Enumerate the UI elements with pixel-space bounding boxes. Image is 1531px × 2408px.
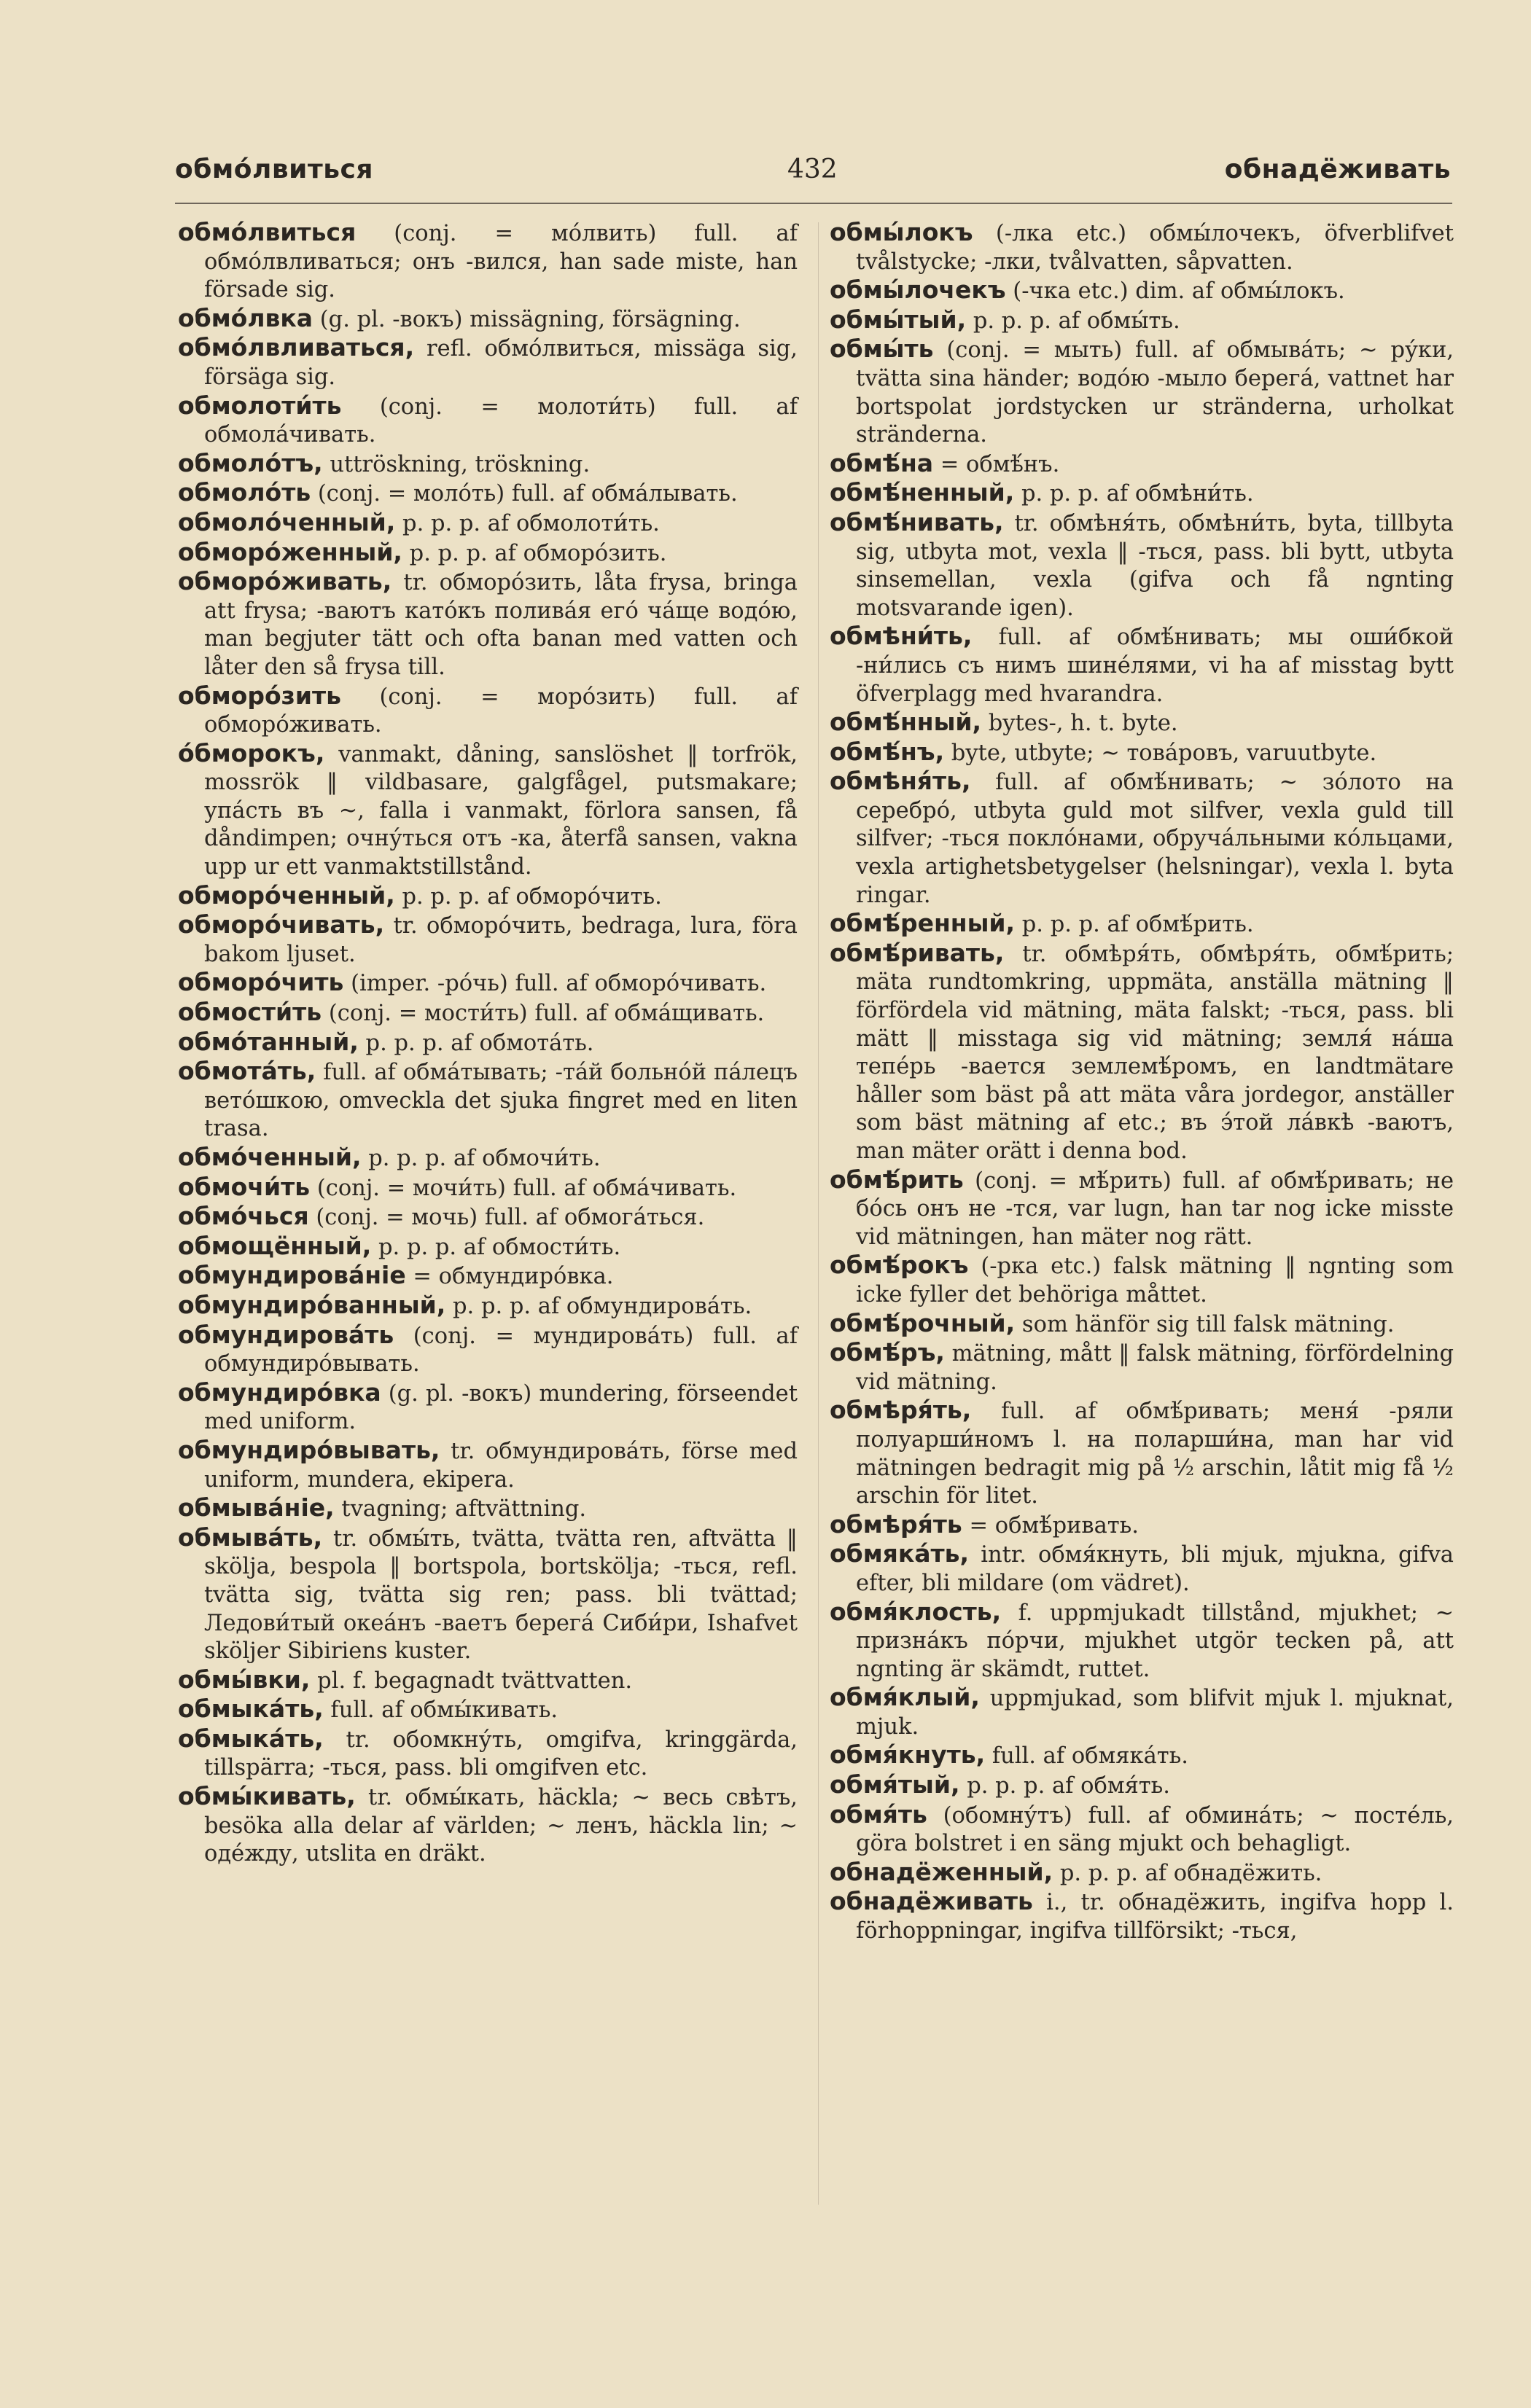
entry-definition: tr. обомкну́ть, omgifva, kringgärda, tillspärra; -ться, pass. bli omgifven etc. <box>204 1727 798 1781</box>
dictionary-entry <box>830 1251 1454 1309</box>
entry-headword: обмѣ́нивать, <box>830 507 1004 536</box>
entry-definition: (conj. = мо́лвить) full. af обмо́лвливаться; онъ -вился, han sade miste, han försade sig. <box>204 221 798 303</box>
dictionary-entry <box>178 1291 798 1321</box>
dictionary-entry <box>178 1028 798 1058</box>
dictionary-entry <box>830 1684 1454 1741</box>
entry-headword: обмѣ́рить <box>830 1165 964 1194</box>
running-head-left: обмо́лвиться <box>175 155 373 184</box>
running-head <box>175 155 1451 191</box>
entry-definition: intr. обмя́кнуть, bli mjuk, mjukna, gifva efter, bli mildare (om vädret). <box>856 1542 1454 1596</box>
right-column <box>830 219 1454 1946</box>
entry-headword: обмоло́ченный, <box>178 507 396 536</box>
entry-headword: обмыва́ніе, <box>178 1493 335 1522</box>
dictionary-entry <box>178 305 798 335</box>
dictionary-entry <box>178 568 798 681</box>
entry-headword: обмя́ть <box>830 1799 927 1829</box>
dictionary-entry <box>178 539 798 568</box>
entry-definition: (conj. = мундирова́ть) full. af обмундиро́вывать. <box>204 1323 798 1377</box>
dictionary-entry <box>830 1396 1454 1510</box>
entry-definition: (conj. = моро́зить) full. af обморо́живать. <box>204 684 798 738</box>
dictionary-entry <box>178 740 798 882</box>
entry-headword: обмѣ́на <box>830 448 934 477</box>
left-column <box>178 219 798 1869</box>
dictionary-entry <box>178 1783 798 1869</box>
entry-headword: обнадёженный, <box>830 1857 1053 1886</box>
entry-definition: (-рка etc.) falsk mätning ‖ ngnting som icke fyller det behöriga måttet. <box>856 1254 1454 1307</box>
entry-definition: (обомну́тъ) full. af обмина́ть; ~ посте́ль, göra bolstret i en säng mjukt och behagligt. <box>856 1802 1454 1857</box>
entry-definition: p. p. p. af обморо́зить. <box>402 540 667 566</box>
entry-definition: full. af обмѣ́нивать; ~ зо́лото на серебро́, utbyta guld mot silfver, vexla guld till silfver; -ться покло́нами, обруча́льными ко́льцами, vexla artighetsbetygelser (helsningar), vexla l. byta ringar. <box>856 770 1454 908</box>
entry-definition: p. p. p. af обморо́чить. <box>394 883 662 910</box>
entry-definition: (conj. = мыть) full. af обмыва́ть; ~ ру́ки, tvätta sina händer; водо́ю -мыло берега́, vattnet har bortspolat jordstycken ur stränderna, urholkat stränderna. <box>856 337 1454 448</box>
entry-headword: обмѣ́ривать, <box>830 938 1005 967</box>
entry-headword: обморо́живать, <box>178 567 392 596</box>
entry-headword: обмя́клость, <box>830 1597 1002 1626</box>
dictionary-entry <box>830 1310 1454 1340</box>
dictionary-entry <box>830 939 1454 1166</box>
dictionary-entry <box>178 1262 798 1291</box>
entry-headword: обнадёживать <box>830 1887 1033 1916</box>
entry-headword: обморо́чивать, <box>178 910 385 939</box>
entry-headword: обмѣря́ть <box>830 1509 962 1539</box>
dictionary-entry <box>178 1058 798 1144</box>
dictionary-entry <box>178 392 798 450</box>
entry-definition: = обмѣ́ривать. <box>962 1512 1139 1539</box>
entry-headword: обмы́вки, <box>178 1665 311 1694</box>
entry-headword: обмѣря́ть, <box>830 1396 972 1425</box>
dictionary-entry <box>830 1166 1454 1252</box>
dictionary-entry <box>830 509 1454 622</box>
entry-definition: (-чка etc.) dim. af обмы́локъ. <box>1005 278 1345 305</box>
entry-headword: обмы́тый, <box>830 305 967 334</box>
dictionary-entry <box>178 1494 798 1524</box>
entry-definition: vanmakt, dåning, sanslöshet ‖ torfrök, mossrök ‖ vildbasare, galgfågel, putsmakare; упа́сть въ ~, falla i vanmakt, förlora sansen, få dåndimpen; очну́ться отъ -ка, återfå sansen, vakna upp ur ett vanmaktstillstånd. <box>204 741 798 880</box>
entry-headword: обморо́ченный, <box>178 880 395 910</box>
dictionary-entry <box>830 276 1454 306</box>
entry-definition: full. af обмяка́ть. <box>985 1743 1188 1770</box>
entry-headword: обморо́чить <box>178 968 344 997</box>
dictionary-entry <box>830 622 1454 708</box>
entry-headword: обмы́лочекъ <box>830 275 1006 305</box>
entry-definition: uttröskning, tröskning. <box>322 451 591 477</box>
entry-headword: обмости́ть <box>178 998 322 1027</box>
entry-definition: tr. обмѣря́ть, обмѣря́ть, обмѣ́рить; mäta rundtomkring, uppmäta, anställa mätning ‖ förfördela vid mätning, mäta falskt; -ться, pass. bli mätt ‖ misstaga sig vid mätning; земля́ на́ша тепе́рь -вается землемѣ́ромъ, en landtmätare håller som bäst på att mäta våra jordegor, anställer som bäst mätning af etc.; въ э́той ла́вкѣ -ваютъ, man mäter orätt i denna bod. <box>856 941 1454 1164</box>
entry-definition: byte, utbyte; ~ това́ровъ, varuutbyte. <box>944 740 1377 766</box>
entry-definition: tr. обмы́ть, tvätta, tvätta ren, aftvätta ‖ skölja, bespola ‖ bortspola, bortskölja; -ться, refl. tvätta sig, tvätta sig ren; pass. bli tvättad; Ледови́тый океа́нъ -ваетъ берега́ Сиби́ри, Ishafvet sköljer Sibiriens kuster. <box>204 1525 798 1665</box>
dictionary-entry <box>178 682 798 740</box>
entry-definition: tvagning; aftvättning. <box>334 1496 587 1522</box>
dictionary-entry <box>178 479 798 509</box>
dictionary-entry <box>178 1524 798 1666</box>
entry-definition: (conj. = мѣ́рить) full. af обмѣ́ривать; не бо́сь онъ не -тся, var lugn, han tar nog icke misste vid mätningen, han mäter nog rätt. <box>856 1168 1454 1250</box>
dictionary-entry <box>178 1144 798 1173</box>
entry-definition: pl. f. begagnadt tvättvatten. <box>310 1668 633 1694</box>
entry-definition: p. p. p. af обмы́ть. <box>966 308 1180 334</box>
entry-headword: обмѣни́ть, <box>830 622 973 651</box>
entry-definition: i., tr. обнадёжить, ingifva hopp l. förhoppningar, ingifva tillförsikt; -ться, <box>856 1890 1454 1944</box>
entry-headword: обморо́женный, <box>178 537 402 566</box>
entry-definition: (conj. = мочи́ть) full. af обма́чивать. <box>310 1175 737 1201</box>
dictionary-entry <box>178 1436 798 1494</box>
entry-definition: p. p. p. af обмѣни́ть. <box>1014 481 1254 507</box>
dictionary-entry <box>178 882 798 912</box>
entry-definition: (conj. = мости́ть) full. af обма́щивать. <box>322 1001 765 1027</box>
entry-definition: tr. обморо́зить, låta frysa, bringa att frysa; -ваютъ като́къ полива́я его́ ча́ще водо́ю, man begjuter tätt och ofta banan med vatten och låter den så frysa till. <box>204 570 798 680</box>
entry-headword: обмоло́тъ, <box>178 448 323 477</box>
entry-headword: обмочи́ть <box>178 1172 311 1201</box>
dictionary-entry <box>830 1741 1454 1771</box>
dictionary-entry <box>178 1232 798 1262</box>
entry-definition: full. af обмы́кивать. <box>323 1697 558 1724</box>
entry-headword: обмощённый, <box>178 1231 372 1260</box>
entry-headword: обмя́клый, <box>830 1683 980 1712</box>
dictionary-entry <box>830 708 1454 738</box>
entry-headword: обмяка́ть, <box>830 1539 970 1568</box>
dictionary-entry <box>178 1379 798 1436</box>
entry-definition: = обмундиро́вка. <box>405 1264 614 1290</box>
entry-headword: обмѣ́ренный, <box>830 909 1016 938</box>
dictionary-entry <box>830 1598 1454 1684</box>
entry-definition: (conj. = мочь) full. af обмога́ться. <box>308 1205 705 1231</box>
entry-headword: обмота́ть, <box>178 1057 316 1086</box>
entry-headword: обмя́кнуть, <box>830 1740 986 1770</box>
dictionary-entry <box>178 911 798 969</box>
dictionary-entry <box>178 1203 798 1232</box>
header-rule <box>175 203 1452 204</box>
dictionary-entry <box>178 1695 798 1725</box>
dictionary-entry <box>830 219 1454 276</box>
entry-definition: tr. обмундирова́ть, förse med uniform, mundera, ekipera. <box>204 1438 798 1493</box>
dictionary-entry <box>830 306 1454 336</box>
dictionary-entry <box>830 767 1454 910</box>
dictionary-entry <box>830 738 1454 768</box>
dictionary-entry <box>178 334 798 391</box>
dictionary-entry <box>178 509 798 539</box>
entry-headword: обмо́лвка <box>178 303 313 332</box>
entry-headword: обмѣ́ненный, <box>830 478 1015 507</box>
dictionary-entry <box>178 1173 798 1203</box>
entry-definition: uppmjukad, som blifvit mjuk l. mjuknat, mjuk. <box>856 1686 1454 1740</box>
entry-headword: обмоло́ть <box>178 478 311 507</box>
entry-definition: (conj. = молоти́ть) full. af обмола́чивать. <box>204 394 798 448</box>
entry-headword: обмыка́ть, <box>178 1694 324 1724</box>
entry-headword: обморо́зить <box>178 681 341 710</box>
entry-definition: p. p. p. af обнадёжить. <box>1053 1860 1322 1886</box>
entry-definition: full. af обмѣ́нивать; мы оши́бкой -ни́лись съ нимъ шине́лями, vi ha af misstag bytt öfverplagg med hvarandra. <box>856 625 1454 707</box>
dictionary-entry <box>830 1771 1454 1801</box>
dictionary-entry <box>830 1540 1454 1598</box>
entry-definition: (g. pl. -вокъ) mundering, förseendet med uniform. <box>204 1380 798 1435</box>
entry-headword: обмундирова́ніе <box>178 1261 406 1290</box>
entry-headword: обмо́лвливаться, <box>178 333 415 362</box>
entry-headword: обмо́ченный, <box>178 1143 362 1171</box>
entry-headword: обмя́тый, <box>830 1770 960 1799</box>
entry-definition: f. uppmjukadt tillstånd, mjukhet; ~ призна́къ по́рчи, mjukhet utgör tecken på, att ngnting är skämdt, ruttet. <box>856 1600 1454 1682</box>
dictionary-entry <box>830 910 1454 939</box>
entry-headword: обмѣ́ръ, <box>830 1338 945 1367</box>
entry-headword: обмо́лвиться <box>178 218 357 246</box>
entry-headword: обмундиро́вывать, <box>178 1435 440 1464</box>
running-head-right: обнадёживать <box>1224 155 1451 184</box>
entry-headword: обмундиро́вка <box>178 1377 381 1407</box>
entry-definition: tr. обмы́кать, häckla; ~ весь свѣтъ, besöka alla delar af världen; ~ ленъ, häckla lin; ~ оде́жду, utslita en dräkt. <box>204 1785 798 1867</box>
entry-definition: (conj. = моло́ть) full. af обма́лывать. <box>311 481 738 507</box>
entry-headword: обмундирова́ть <box>178 1320 394 1349</box>
entry-headword: обмо́танный, <box>178 1027 359 1056</box>
dictionary-entry <box>178 450 798 480</box>
dictionary-entry <box>830 450 1454 480</box>
entry-definition: (-лка etc.) обмы́лочекъ, öfverblifvet tvålstycke; -лки, tvålvatten, såpvatten. <box>856 221 1454 275</box>
entry-definition: p. p. p. af обмота́ть. <box>358 1030 594 1056</box>
entry-definition: tr. обмѣня́ть, обмѣни́ть, byta, tillbyta sig, utbyta mot, vexla ‖ -ться, pass. bli bytt, utbyta sinsemellan, vexla (gifva och få ngnting motsvarande igen). <box>856 510 1454 621</box>
entry-definition: mätning, mått ‖ falsk mätning, förfördelning vid mätning. <box>856 1341 1454 1395</box>
dictionary-entry <box>830 1801 1454 1858</box>
column-divider <box>818 222 819 2205</box>
dictionary-entry <box>830 1888 1454 1945</box>
entry-headword: обмы́кивать, <box>178 1782 356 1811</box>
dictionary-entry <box>830 335 1454 449</box>
entry-headword: обмыка́ть, <box>178 1724 324 1753</box>
entry-headword: обмѣ́нъ, <box>830 737 945 766</box>
dictionary-entry <box>178 1725 798 1783</box>
entry-headword: обмундиро́ванный, <box>178 1290 446 1319</box>
entry-definition: tr. обморо́чить, bedraga, lura, föra bakom ljuset. <box>204 913 798 967</box>
dictionary-entry <box>178 969 798 998</box>
dictionary-entry <box>830 1339 1454 1396</box>
entry-definition: = обмѣ́нъ. <box>933 451 1060 477</box>
entry-definition: refl. обмо́лвиться, missäga sig, försäga sig. <box>204 336 798 390</box>
entry-definition: p. p. p. af обмости́ть. <box>371 1234 621 1260</box>
dictionary-entry <box>830 1858 1454 1888</box>
entry-definition: p. p. p. af обмочи́ть. <box>361 1146 601 1171</box>
entry-headword: обмы́ть <box>830 335 934 364</box>
entry-definition: som hänför sig till falsk mätning. <box>1015 1311 1395 1337</box>
entry-headword: обмыва́ть, <box>178 1522 323 1552</box>
dictionary-entry <box>178 998 798 1028</box>
dictionary-entry <box>178 219 798 305</box>
entry-headword: о́бморокъ, <box>178 738 325 767</box>
entry-definition: p. p. p. af обмѣ́рить. <box>1015 912 1254 938</box>
entry-headword: обмолоти́ть <box>178 391 342 420</box>
entry-headword: обмѣня́ть, <box>830 767 971 796</box>
entry-headword: обмѣ́рочный, <box>830 1308 1016 1337</box>
entry-definition: full. af обмѣ́ривать; меня́ -ряли полуарши́номъ l. на поларши́на, man har vid mätningen bedragit mig på ½ arschin, låtit mig få ½ arschin för litet. <box>856 1399 1454 1509</box>
entry-headword: обмѣ́нный, <box>830 708 982 737</box>
entry-definition: p. p. p. af обмундирова́ть. <box>445 1293 752 1319</box>
entry-headword: обмо́чься <box>178 1202 309 1231</box>
dictionary-entry <box>830 1511 1454 1541</box>
entry-definition: (imper. -ро́чь) full. af обморо́чивать. <box>343 971 767 997</box>
dictionary-entry <box>830 479 1454 509</box>
entry-definition: p. p. p. af обмя́ть. <box>959 1773 1170 1799</box>
entry-headword: обмѣ́рокъ <box>830 1251 969 1280</box>
dictionary-entry <box>178 1321 798 1379</box>
entry-definition: full. af обма́тывать; -та́й больно́й па́лецъ вето́шкою, omveckla det sjuka fingret med en liten trasa. <box>204 1060 798 1142</box>
entry-headword: обмы́локъ <box>830 218 973 246</box>
entry-definition: bytes-, h. t. byte. <box>981 711 1178 737</box>
page-number: 432 <box>787 155 838 184</box>
entry-definition: (g. pl. -вокъ) missägning, försägning. <box>313 306 741 332</box>
entry-definition: p. p. p. af обмолоти́ть. <box>395 510 660 536</box>
dictionary-entry <box>178 1666 798 1696</box>
